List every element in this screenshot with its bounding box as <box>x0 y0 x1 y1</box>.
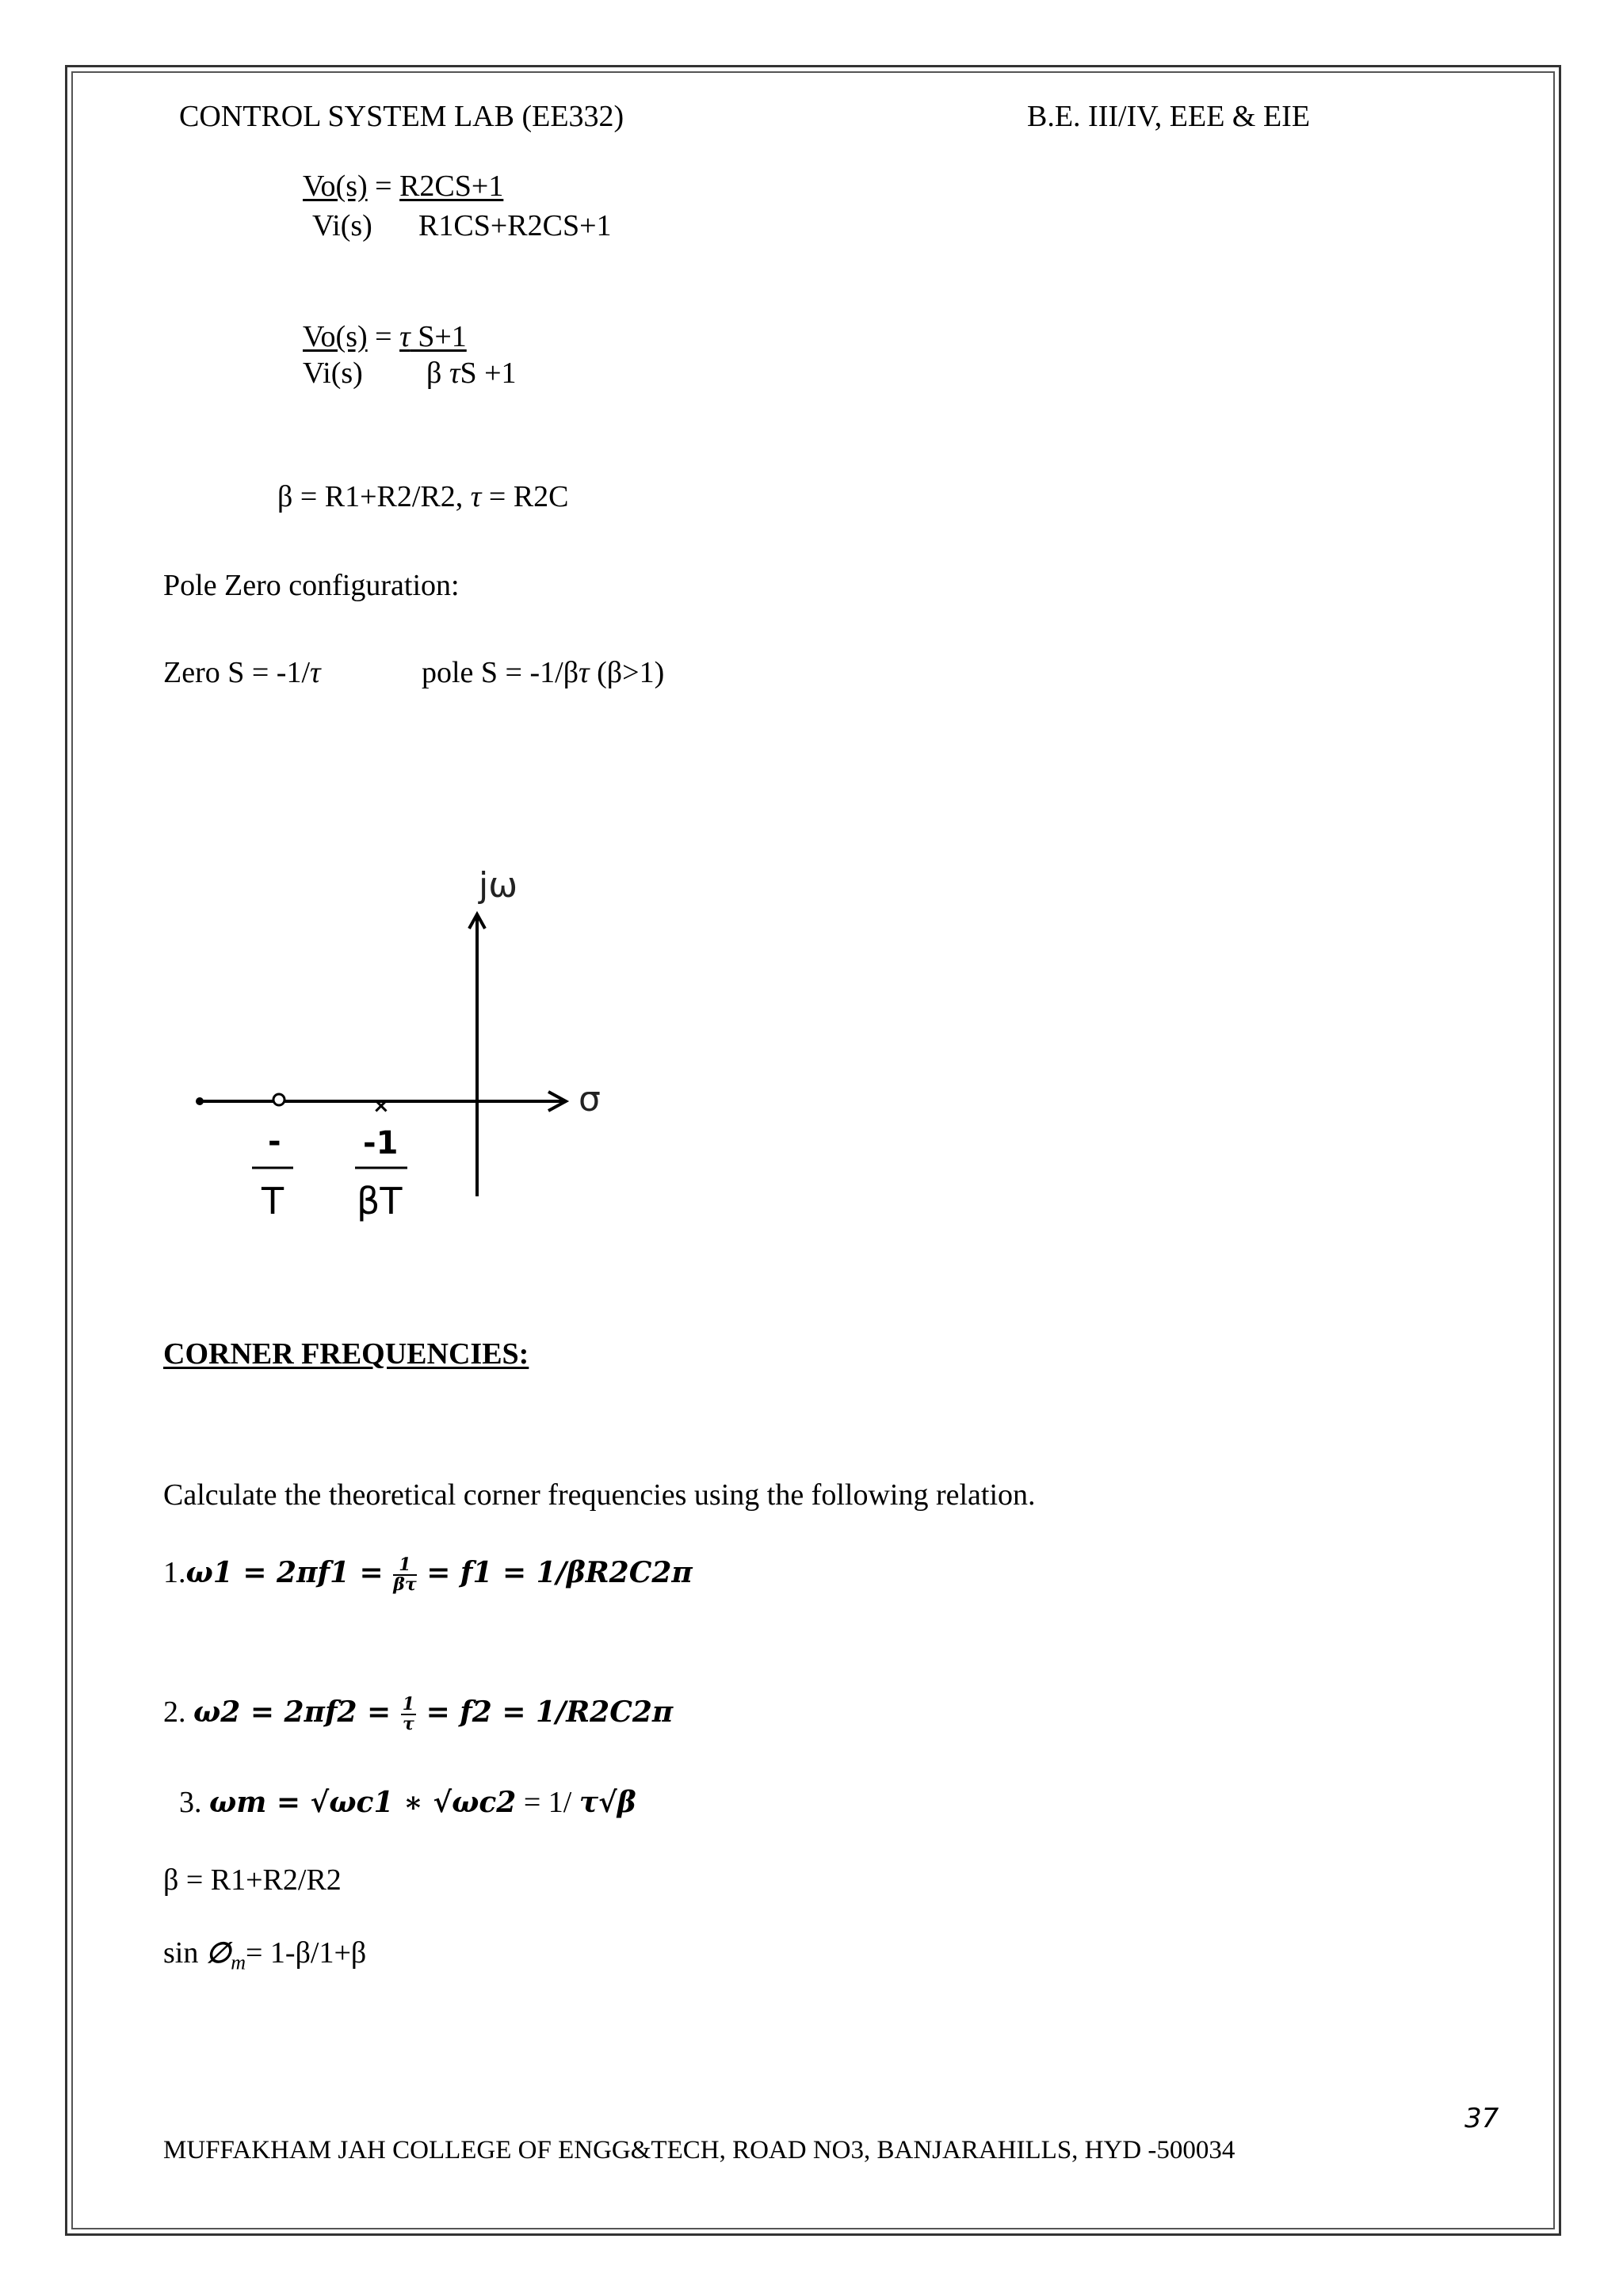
formula-1-part-a: ω1 = 2πf1 = <box>185 1555 394 1589</box>
pole-marker: × <box>372 1094 390 1118</box>
formula-1-frac-num: 1 <box>393 1556 416 1576</box>
formula-2-frac-num: 1 <box>402 1694 415 1714</box>
formula-3 <box>179 1787 636 1817</box>
formula-2-prefix: 2. <box>163 1695 193 1729</box>
formula-3-part-c: τ√β <box>579 1786 636 1819</box>
formula-1-part-b: = f1 = 1/βR2C2π <box>416 1555 693 1589</box>
formula-3-prefix: 3. <box>179 1786 209 1819</box>
eq1-equals: = <box>367 170 400 203</box>
eq2-num-rhs <box>399 320 467 353</box>
eq2-den-rhs <box>426 358 517 388</box>
eq1-num-lhs: Vo(s) <box>303 170 368 203</box>
eq1-num-rhs: R2CS+1 <box>399 170 504 203</box>
eq1-numerator <box>303 171 503 201</box>
pole-label-denominator: βT <box>357 1180 403 1222</box>
real-axis-start-dot <box>196 1097 204 1105</box>
phi-subscript: m <box>231 1951 246 1974</box>
formula-3-part-b: = 1/ <box>516 1786 579 1819</box>
zero-label-numerator: - <box>268 1123 281 1160</box>
pole-tau: τ <box>579 656 590 689</box>
beta-definition <box>277 482 569 512</box>
formula-1-frac-den: βτ <box>393 1574 417 1596</box>
pole-zero-diagram <box>182 856 658 1268</box>
zero-text: Zero S = -1/ <box>163 656 311 689</box>
eq2-num-lhs: Vo(s) <box>303 320 368 353</box>
eq2-numerator <box>303 322 467 352</box>
footer: MUFFAKHAM JAH COLLEGE OF ENGG&TECH, ROAD NO3, BANJARAHILLS, HYD -500034 <box>163 2136 1235 2164</box>
formula-1-prefix: 1. <box>163 1555 186 1589</box>
eq2-den-tau: τ <box>449 357 460 390</box>
formula-3-part-a: ωm = √ωc1 ∗ √ωc2 <box>209 1786 517 1819</box>
header-left: CONTROL SYSTEM LAB (EE332) <box>179 100 624 133</box>
beta-def-part2: = R2C <box>481 480 569 513</box>
zero-expression <box>163 658 321 688</box>
zero-marker <box>273 1094 285 1105</box>
pole-expression <box>422 658 664 688</box>
pole-zero-heading: Pole Zero configuration: <box>163 569 460 602</box>
formula-1-fraction <box>393 1556 416 1594</box>
zero-tau: τ <box>310 656 321 689</box>
imaginary-axis-label: jω <box>479 865 518 906</box>
formula-2 <box>163 1695 673 1733</box>
header-right: B.E. III/IV, EEE & EIE <box>1027 100 1311 133</box>
beta-def-tau: τ <box>470 480 482 513</box>
sin-prefix: sin <box>163 1936 206 1970</box>
pole-label-numerator: -1 <box>363 1125 399 1161</box>
page-number: 37 <box>1465 2103 1499 2134</box>
eq1-den-lhs: Vi(s) <box>312 209 372 242</box>
pole-cond: (β>1) <box>589 656 665 689</box>
beta-line: β = R1+R2/R2 <box>163 1863 342 1897</box>
sin-rest: = 1-β/1+β <box>246 1936 367 1970</box>
eq2-num-tau: τ <box>399 320 411 353</box>
formula-2-part-b: = f2 = 1/R2C2π <box>416 1695 674 1729</box>
eq2-den-lhs: Vi(s) <box>303 357 363 390</box>
eq2-equals: = <box>367 320 400 353</box>
formula-2-part-a: ω2 = 2πf2 = <box>193 1695 401 1729</box>
calculation-instruction: Calculate the theoretical corner frequencies using the following relation. <box>163 1478 1036 1512</box>
eq1-den-rhs: R1CS+R2CS+1 <box>418 209 612 242</box>
formula-2-fraction <box>401 1695 416 1733</box>
sin-phi-line <box>163 1938 366 1974</box>
formula-2-frac-den: τ <box>402 1714 414 1735</box>
beta-def-part1: β = R1+R2/R2, <box>277 480 471 513</box>
pole-text: pole S = -1/β <box>422 656 579 689</box>
phi-symbol: ∅ <box>205 1936 231 1970</box>
eq2-den-rest: S +1 <box>460 357 517 390</box>
corner-frequencies-heading: CORNER FREQUENCIES: <box>163 1337 529 1371</box>
eq2-den-beta: β <box>426 357 449 390</box>
real-axis-label: σ <box>579 1079 601 1119</box>
eq2-num-rest: S+1 <box>410 320 467 353</box>
zero-label-denominator: T <box>262 1180 285 1222</box>
formula-1 <box>163 1556 693 1594</box>
